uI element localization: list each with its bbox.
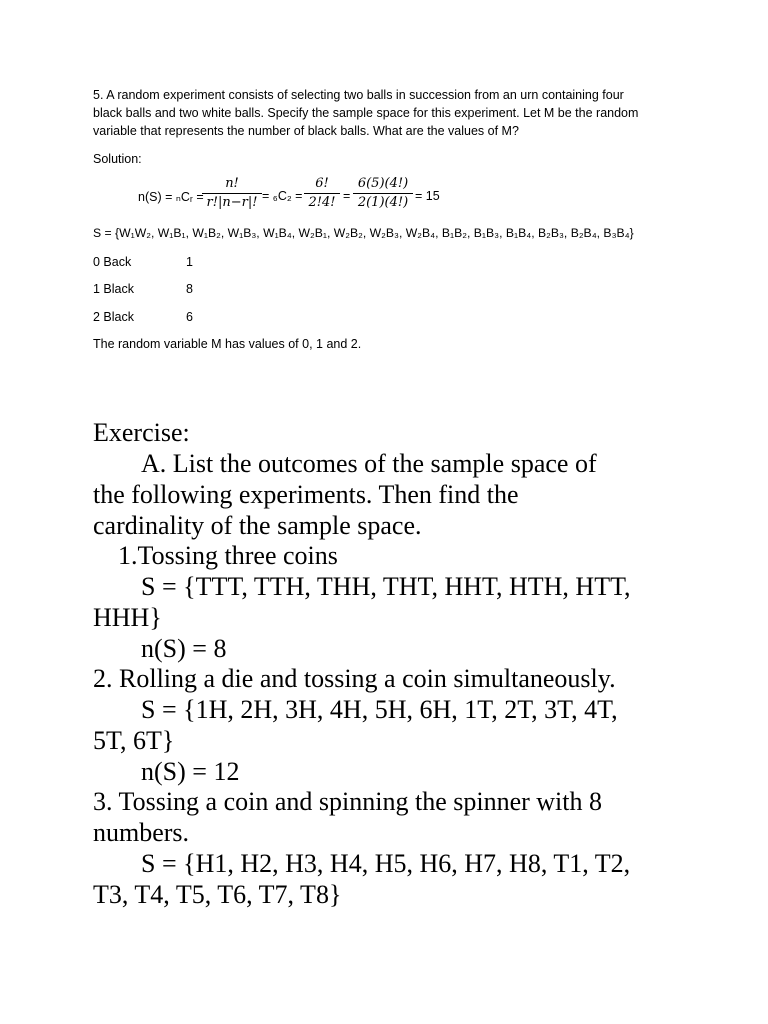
instruction-line: the following experiments. Then find the [93,480,519,509]
sample-space-line: S = {TTT, TTH, THH, THT, HHT, HTH, HTT, [141,572,631,601]
fraction-six-choose-two [304,176,340,211]
sample-space-line: HHH} [93,603,162,632]
fraction-denominator: 2(1)(4!) [357,195,409,210]
cardinality: n(S) = 8 [141,634,227,663]
fraction-n-over-r [202,176,262,211]
count-value: 1 [186,255,193,269]
fraction-numerator: 6(5)(4!) [357,176,409,191]
solution-label: Solution: [93,152,142,166]
fraction-numerator: 6! [315,176,329,191]
sample-space-line: S = {H1, H2, H3, H4, H5, H6, H7, H8, T1, T2, [141,849,631,878]
formula-mid: = ₆C₂ = [262,189,303,203]
sample-space-set: S = {W₁W₂, W₁B₁, W₁B₂, W₁B₃, W₁B₄, W₂B₁, W₂B₂, W₂B₃, W₂B₄, B₁B₂, B₁B₃, B₁B₄, B₂B₃, B₂B₄, B₃B₄} [93,226,634,240]
combination-formula [138,176,458,220]
exercise-item-heading: 1.Tossing three coins [118,541,338,570]
exercise-title: Exercise: [93,418,190,447]
problem-line: 5. A random experiment consists of selecting two balls in succession from an urn containing four [93,88,624,102]
problem-statement [93,86,683,140]
count-value: 8 [186,282,193,296]
formula-equals: = [343,189,351,203]
sample-space-line: S = {1H, 2H, 3H, 4H, 5H, 6H, 1T, 2T, 3T, 4T, [141,695,618,724]
fraction-expanded [353,176,413,211]
count-value: 6 [186,310,193,324]
cardinality: n(S) = 12 [141,757,240,786]
count-label: 2 Black [93,310,134,324]
problem-line: black balls and two white balls. Specify the sample space for this experiment. Let M be the random [93,106,639,120]
fraction-denominator: 2!4! [308,195,336,210]
instruction-line: cardinality of the sample space. [93,511,422,540]
fraction-numerator: n! [225,176,239,191]
formula-result: = 15 [415,189,440,203]
fraction-denominator: r!|n−r|! [206,195,258,210]
conclusion-text: The random variable M has values of 0, 1 and 2. [93,337,362,351]
instruction-line: A. List the outcomes of the sample space of [141,449,597,478]
sample-space-line: T3, T4, T5, T6, T7, T8} [93,880,342,909]
formula-lhs: n(S) = ₙCᵣ = [138,190,204,204]
count-label: 1 Black [93,282,134,296]
problem-line: variable that represents the number of black balls. What are the values of M? [93,124,519,138]
exercise-item-heading: numbers. [93,818,190,847]
count-label: 0 Back [93,255,132,269]
exercise-item-heading: 2. Rolling a die and tossing a coin simultaneously. [93,664,616,693]
exercise-item-heading: 3. Tossing a coin and spinning the spinner with 8 [93,787,602,816]
sample-space-line: 5T, 6T} [93,726,175,755]
